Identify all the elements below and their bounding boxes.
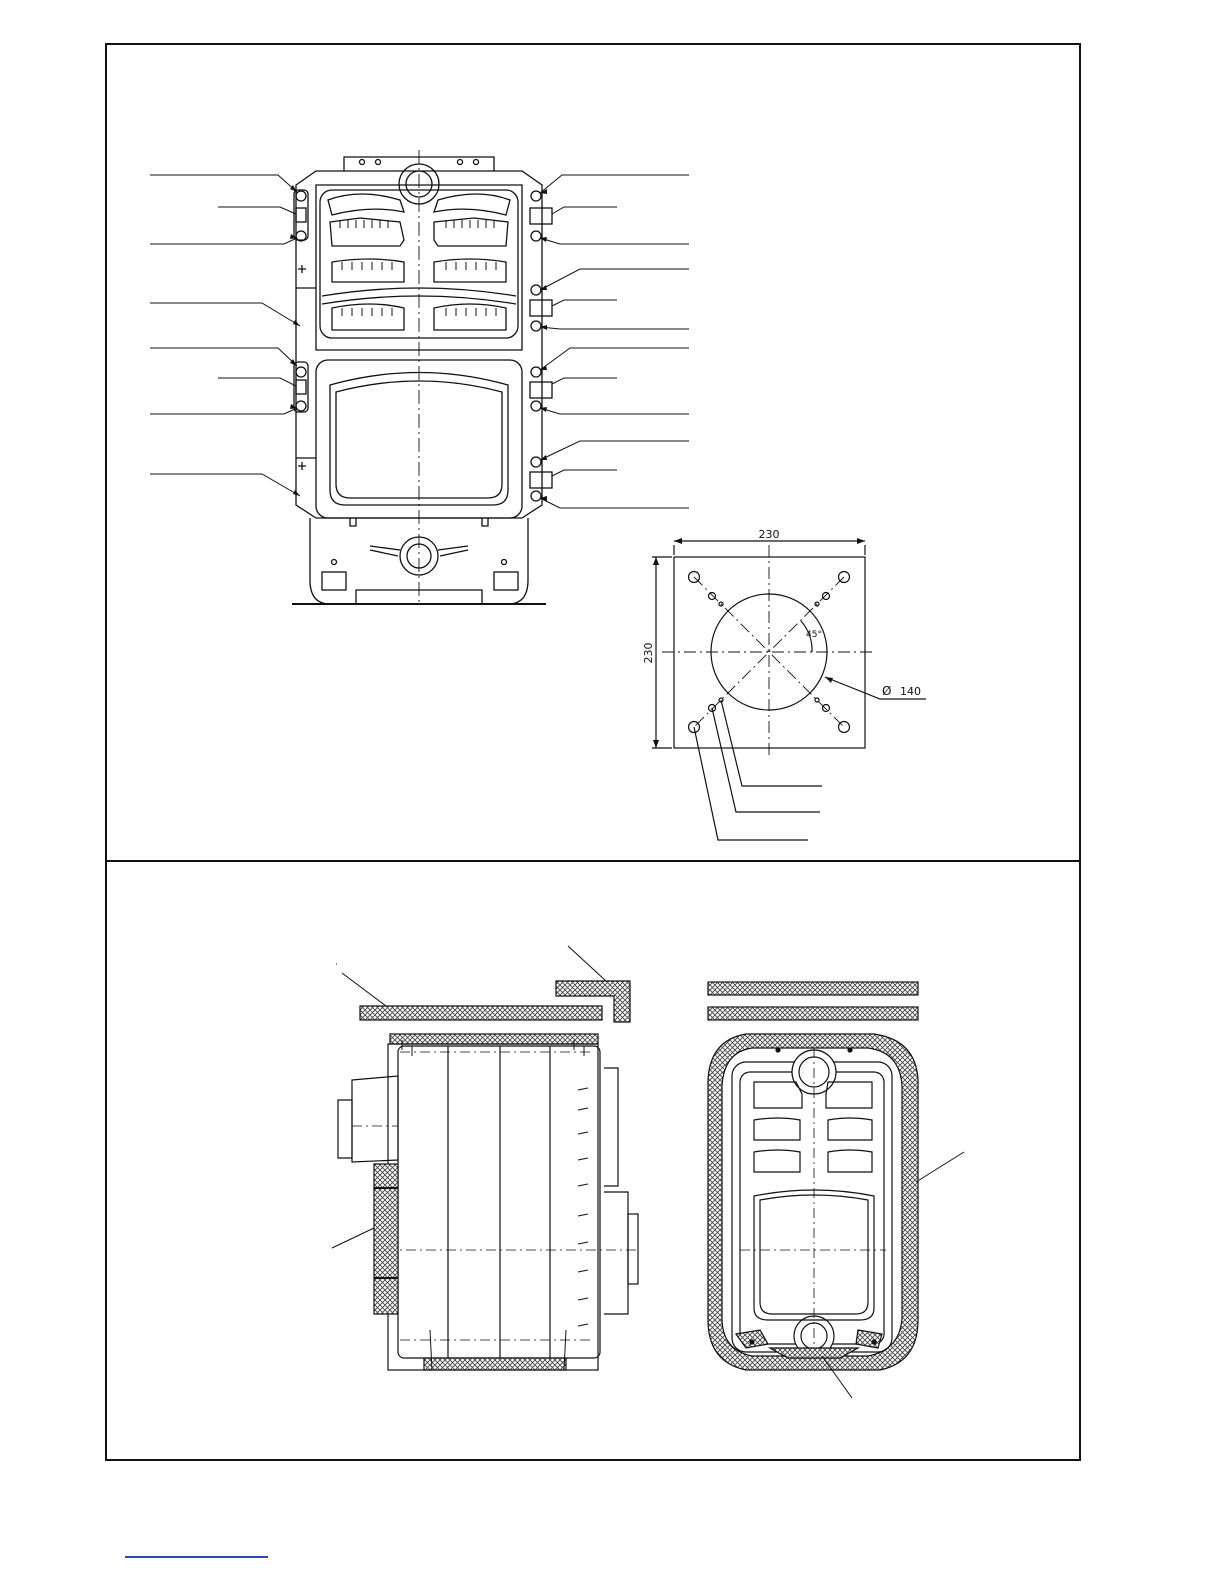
boiler-front-view [292, 150, 552, 604]
leader-lines-right [540, 175, 689, 508]
diameter-symbol: Ø [882, 684, 892, 698]
insulation-front-view [708, 982, 964, 1398]
flange-width-dimension: 230 [758, 528, 780, 541]
flange-height-dimension: 230 [642, 642, 655, 664]
leader-lines-left [150, 175, 300, 496]
flange-diameter-label: 140 [900, 685, 921, 698]
insulation-side-view [332, 946, 640, 1370]
flange-angle-label: 45° [806, 630, 822, 640]
footer-link-underline[interactable] [125, 1556, 268, 1558]
